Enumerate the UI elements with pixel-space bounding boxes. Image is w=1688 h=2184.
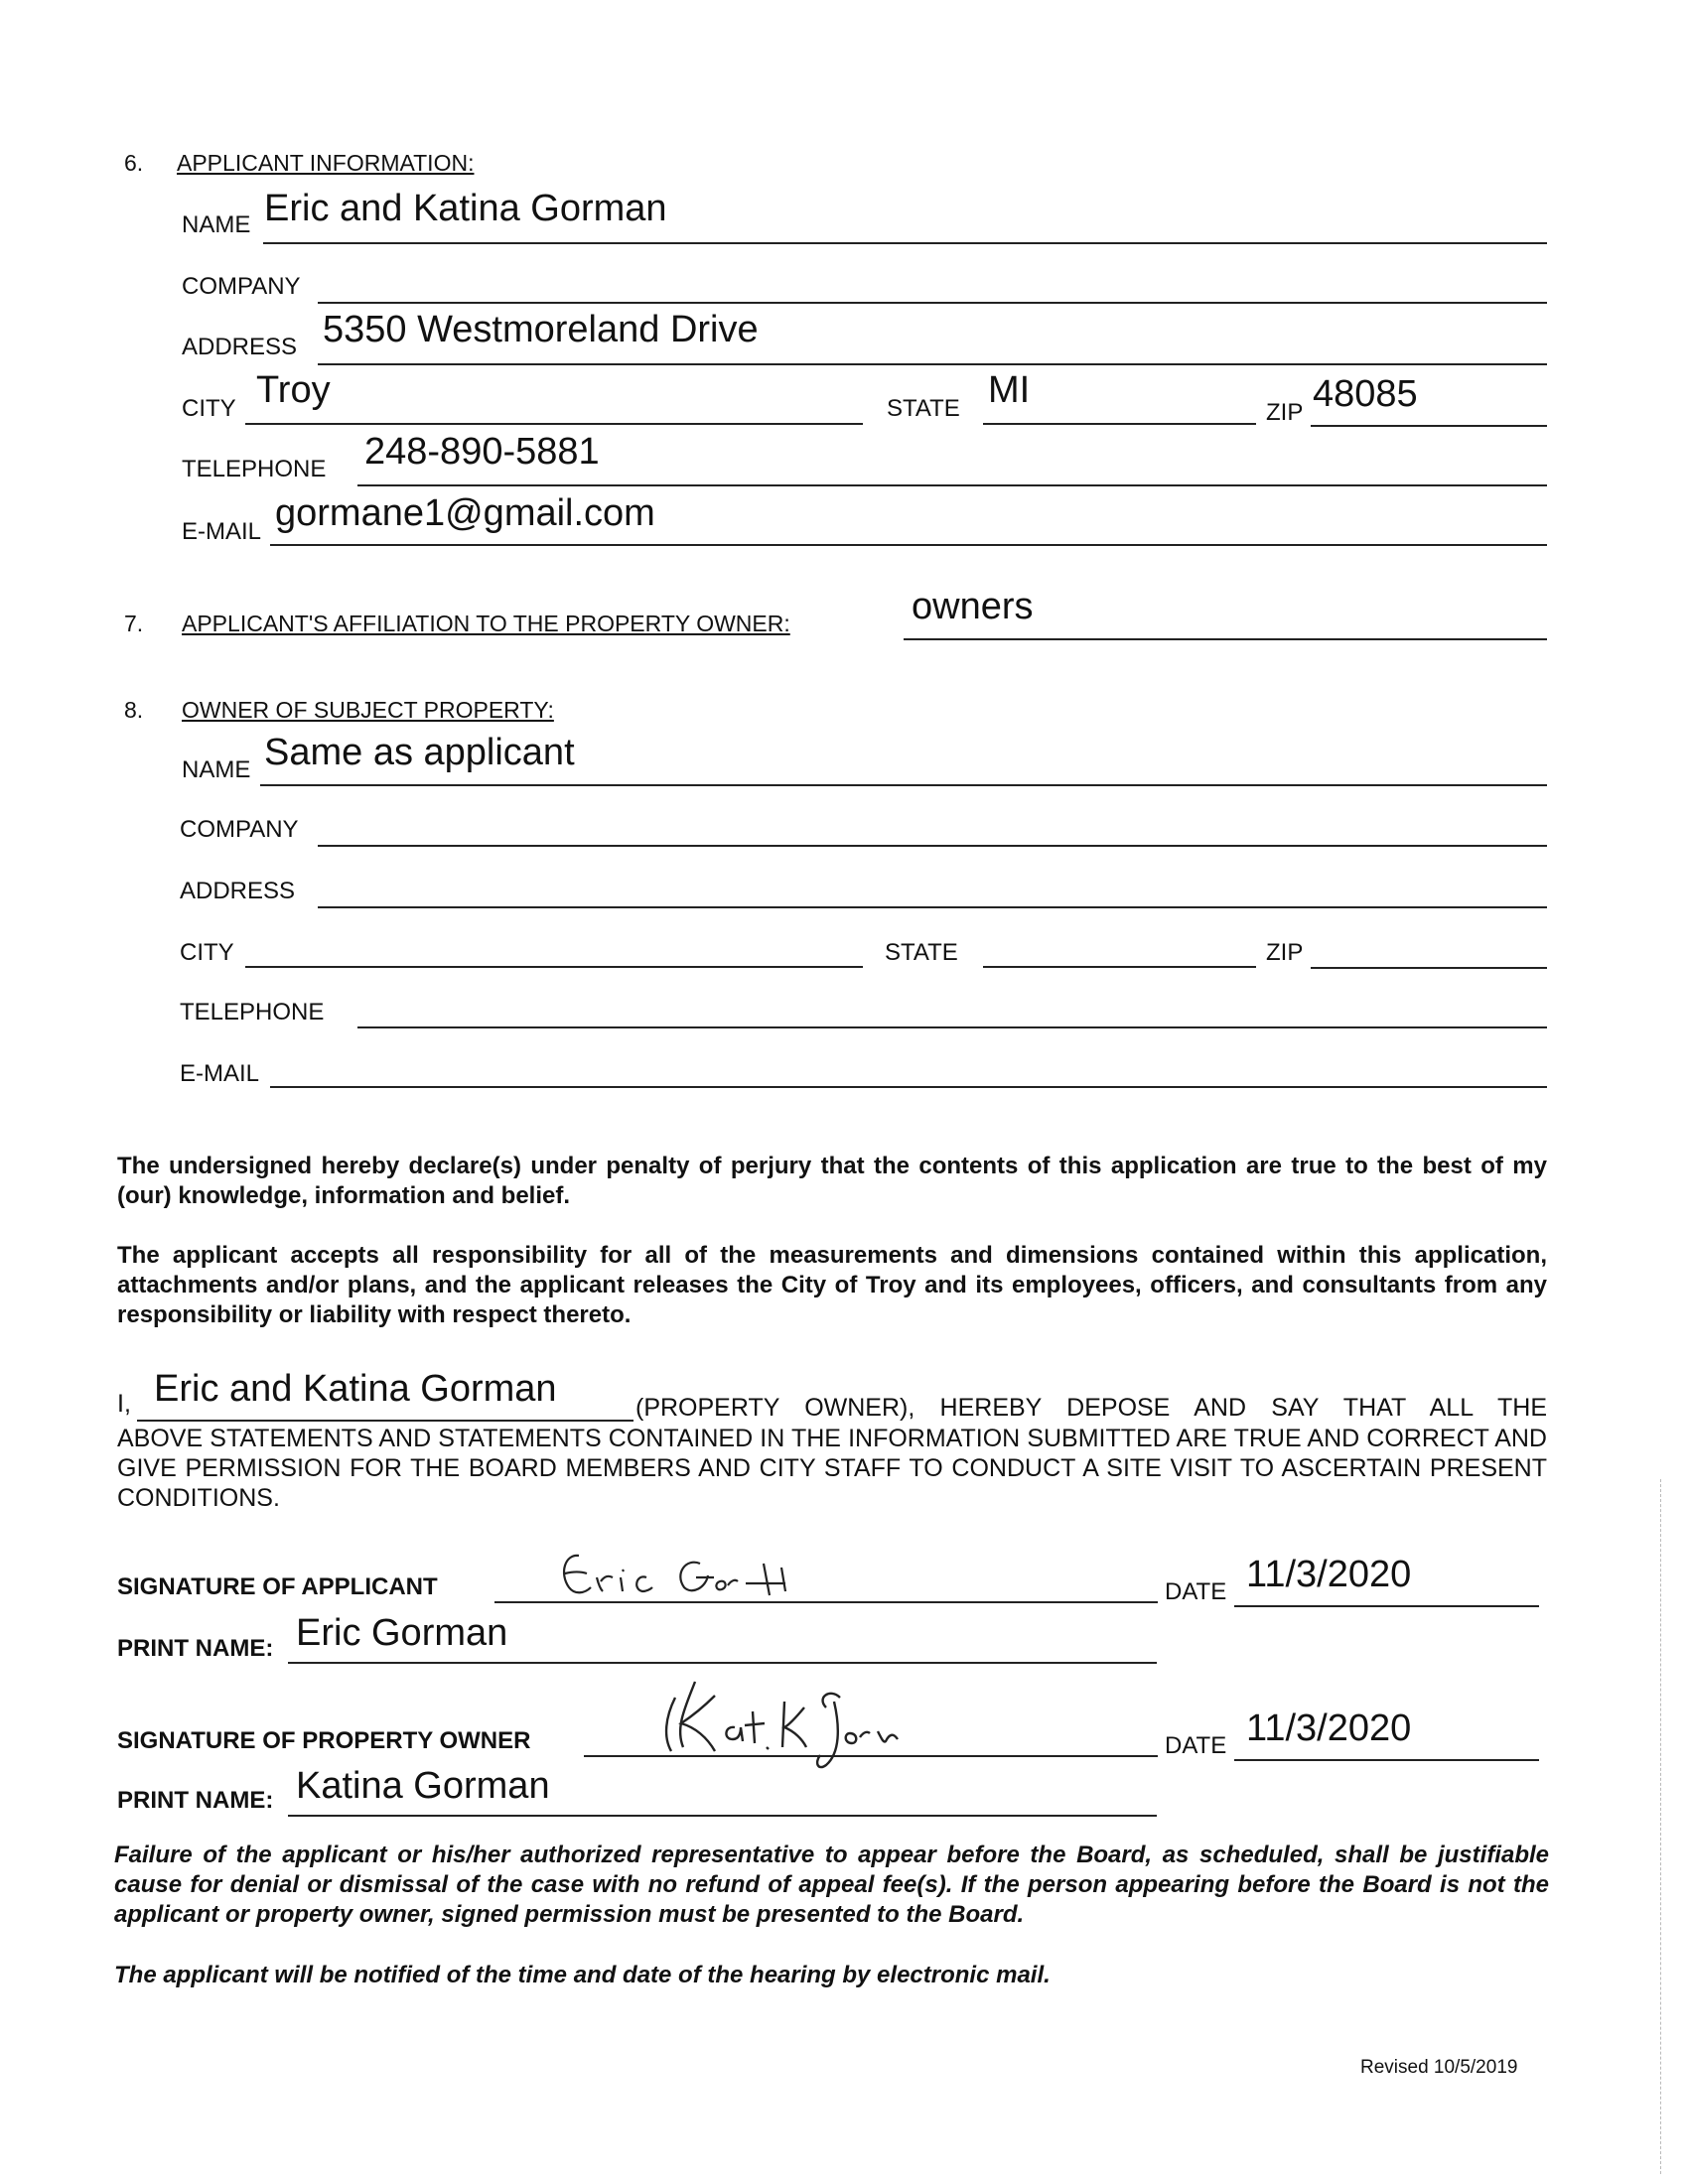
owner-date-value[interactable]: 11/3/2020 — [1246, 1707, 1412, 1749]
depose-text: ABOVE STATEMENTS AND STATEMENTS CONTAINED IN THE INFORMATION SUBMITTED ARE TRUE AND CORRECT AND GIVE PERMISSION FOR THE BOARD MEMBERS AND CITY STAFF TO CONDUCT A SITE VISIT TO ASCERTAIN PRESENT CONDITIONS. — [117, 1425, 1547, 1512]
owner-name-label: NAME — [182, 756, 251, 783]
section-8-number: 8. — [124, 697, 144, 723]
applicant-zip-label: ZIP — [1266, 399, 1304, 426]
applicant-print-name-value[interactable]: Eric Gorman — [296, 1612, 508, 1654]
owner-print-name-value[interactable]: Katina Gorman — [296, 1765, 550, 1807]
owner-print-name-line — [288, 1815, 1157, 1817]
applicant-email-value[interactable]: gormane1@gmail.com — [275, 492, 655, 534]
applicant-date-value[interactable]: 11/3/2020 — [1246, 1554, 1412, 1595]
owner-state-label: STATE — [885, 939, 958, 966]
depose-owner-name[interactable]: Eric and Katina Gorman — [154, 1368, 557, 1410]
applicant-telephone-label: TELEPHONE — [182, 456, 327, 482]
owner-telephone-line[interactable] — [357, 1026, 1547, 1028]
depose-first-line: (PROPERTY OWNER), HEREBY DEPOSE AND SAY THAT ALL THE — [635, 1394, 1547, 1422]
owner-city-label: CITY — [180, 939, 234, 966]
owner-address-label: ADDRESS — [180, 878, 296, 904]
notification-notice: The applicant will be notified of the time and date of the hearing by electronic mail. — [114, 1962, 1051, 1988]
owner-company-line[interactable] — [318, 845, 1547, 847]
applicant-state-value[interactable]: MI — [988, 369, 1031, 411]
applicant-name-label: NAME — [182, 211, 251, 238]
applicant-name-value[interactable]: Eric and Katina Gorman — [264, 188, 667, 229]
owner-company-label: COMPANY — [180, 816, 299, 843]
affiliation-value[interactable]: owners — [912, 586, 1034, 627]
applicant-city-label: CITY — [182, 395, 236, 422]
applicant-state-label: STATE — [887, 395, 960, 422]
owner-date-line — [1234, 1759, 1539, 1761]
applicant-zip-line — [1311, 425, 1547, 427]
section-7-heading: APPLICANT'S AFFILIATION TO THE PROPERTY OWNER: — [182, 611, 790, 636]
section-8-heading: OWNER OF SUBJECT PROPERTY: — [182, 697, 554, 723]
affiliation-line — [904, 638, 1547, 640]
applicant-signature-label: SIGNATURE OF APPLICANT — [117, 1573, 438, 1600]
applicant-address-label: ADDRESS — [182, 334, 298, 360]
applicant-name-line — [263, 242, 1547, 244]
owner-city-line[interactable] — [245, 966, 863, 968]
section-6-number: 6. — [124, 150, 144, 176]
applicant-city-value[interactable]: Troy — [256, 369, 331, 411]
applicant-address-value[interactable]: 5350 Westmoreland Drive — [323, 309, 759, 350]
owner-print-name-label: PRINT NAME: — [117, 1787, 274, 1814]
owner-address-line[interactable] — [318, 906, 1547, 908]
owner-zip-label: ZIP — [1266, 939, 1304, 966]
failure-notice: Failure of the applicant or his/her authorized representative to appear before the Board, as scheduled, shall be justifiable cause for denial or dismissal of the case with no refund of appeal fee(s). If the person appearing before the Board is not the applicant or property owner, signed permission must be presented to the Board. — [114, 1842, 1549, 1928]
owner-email-label: E-MAIL — [180, 1060, 260, 1087]
depose-prefix: I, — [117, 1390, 131, 1418]
applicant-address-line — [318, 363, 1547, 365]
owner-state-line[interactable] — [983, 966, 1256, 968]
applicant-print-name-label: PRINT NAME: — [117, 1635, 274, 1662]
applicant-telephone-line — [357, 484, 1547, 486]
owner-signature[interactable] — [655, 1668, 933, 1777]
applicant-print-name-line — [288, 1662, 1157, 1664]
applicant-telephone-value[interactable]: 248-890-5881 — [364, 431, 600, 473]
applicant-email-label: E-MAIL — [182, 518, 262, 545]
revised-date: Revised 10/5/2019 — [1360, 2057, 1518, 2078]
responsibility-declaration: The applicant accepts all responsibility for all of the measurements and dimensions contained within this application, attachments and/or plans, and the applicant releases the City of Troy and its employees, officers, and consultants from any responsibility or liability with respect thereto. — [117, 1242, 1547, 1328]
applicant-zip-value[interactable]: 48085 — [1313, 373, 1418, 415]
owner-date-label: DATE — [1165, 1732, 1227, 1759]
owner-name-line — [260, 784, 1547, 786]
owner-name-value[interactable]: Same as applicant — [264, 732, 575, 773]
applicant-company-label: COMPANY — [182, 273, 301, 300]
owner-email-line[interactable] — [270, 1086, 1547, 1088]
applicant-email-line — [270, 544, 1547, 546]
applicant-company-line — [318, 302, 1547, 304]
applicant-signature[interactable] — [551, 1544, 829, 1613]
scan-edge-line — [1660, 1479, 1661, 2174]
applicant-state-line — [983, 423, 1256, 425]
section-7-number: 7. — [124, 611, 144, 636]
owner-telephone-label: TELEPHONE — [180, 999, 325, 1025]
owner-zip-line[interactable] — [1311, 967, 1547, 969]
owner-signature-label: SIGNATURE OF PROPERTY OWNER — [117, 1727, 531, 1754]
applicant-city-line — [245, 423, 863, 425]
section-6-heading: APPLICANT INFORMATION: — [177, 150, 475, 176]
applicant-date-label: DATE — [1165, 1578, 1227, 1605]
applicant-date-line — [1234, 1605, 1539, 1607]
perjury-declaration: The undersigned hereby declare(s) under penalty of perjury that the contents of this application are true to the best of my (our) knowledge, information and belief. — [117, 1153, 1547, 1209]
depose-name-line — [137, 1420, 633, 1422]
